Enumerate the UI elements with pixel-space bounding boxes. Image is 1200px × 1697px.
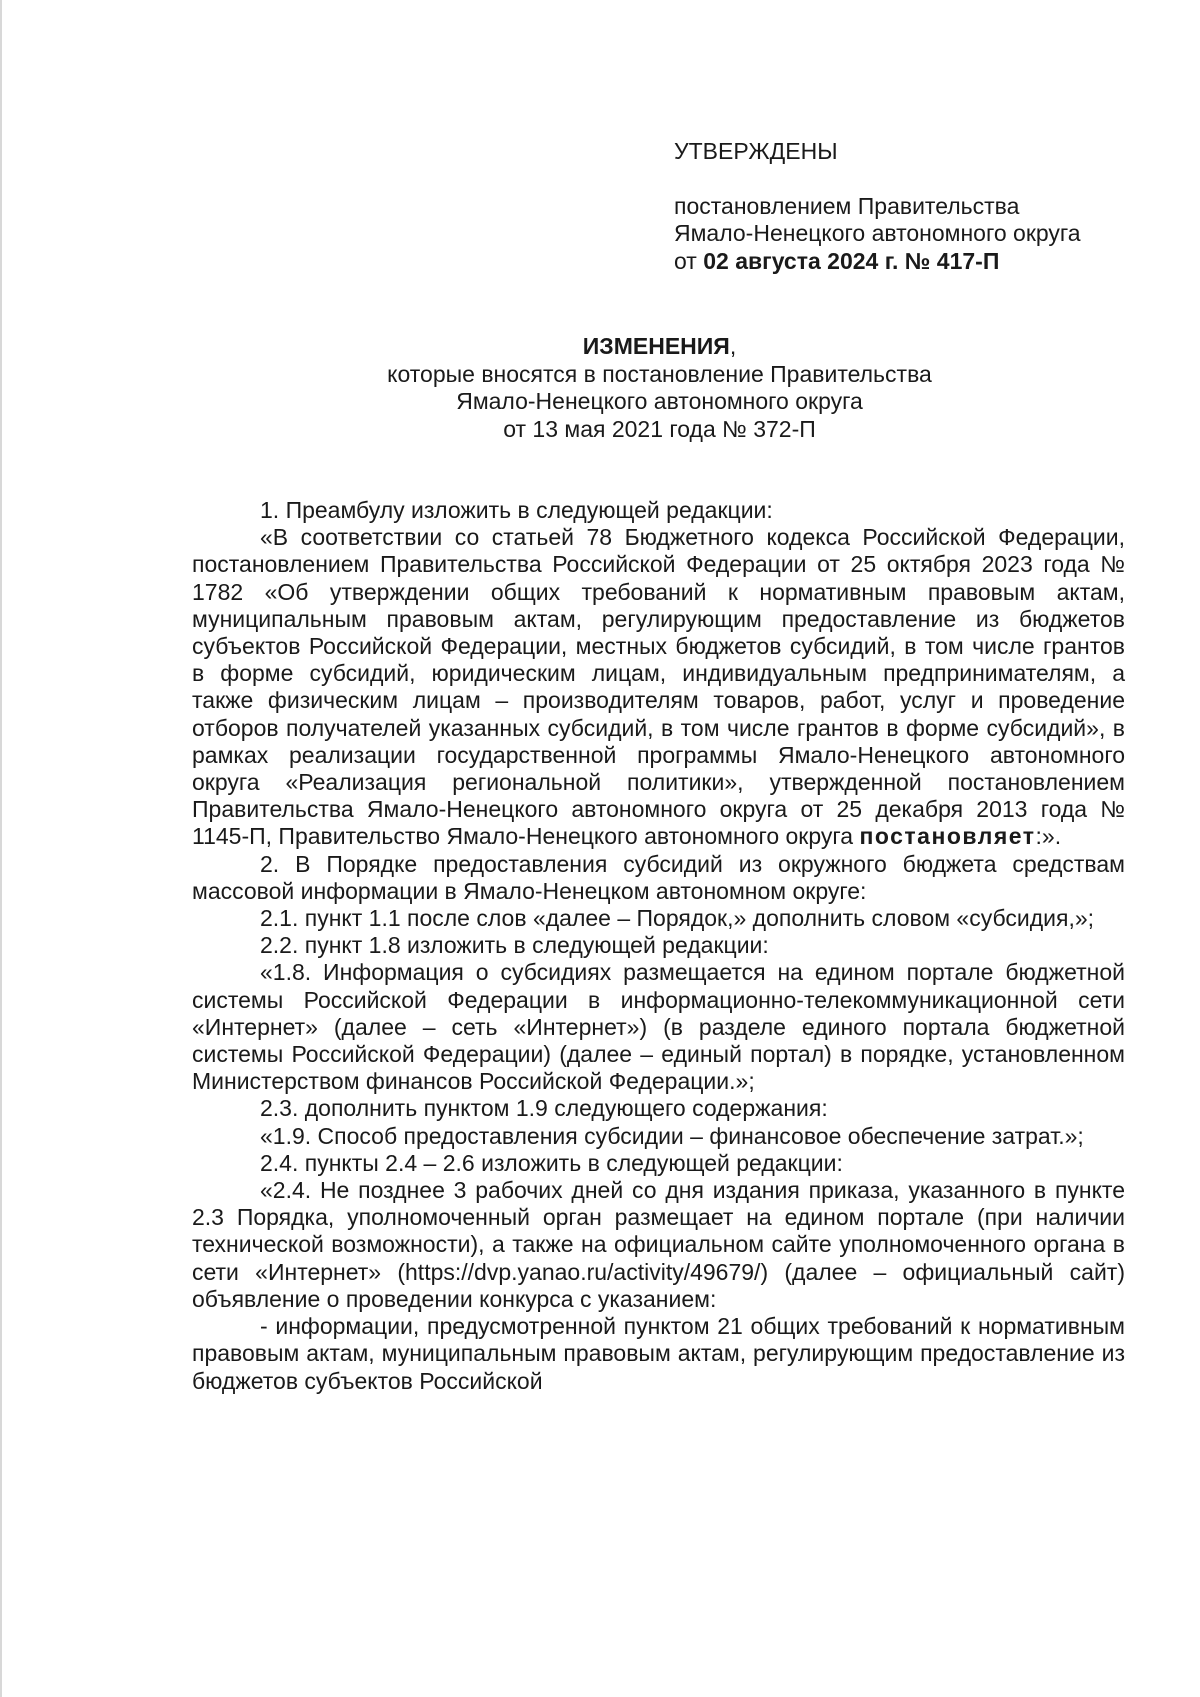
document-body (192, 497, 1125, 1395)
paragraph-7: 2.3. дополнить пунктом 1.9 следующего содержания: (260, 1095, 828, 1122)
document-title-block (192, 333, 1127, 443)
document-subtitle-line-1: которые вносятся в постановление Правительства (387, 360, 932, 387)
paragraph-11: - информации, предусмотренной пунктом 21 общих требований к нормативным правовым актам, муниципальным правовым актам, регулирующим предоставление из бюджетов субъектов Российской (192, 1313, 1125, 1394)
paragraph-4: 2.1. пункт 1.1 после слов «далее – Порядок,» дополнить словом «субсидия,»; (260, 905, 1095, 932)
paragraph-3: 2. В Порядке предоставления субсидий из окружного бюджета средствам массовой информации в Ямало-Ненецком автономном округе: (192, 850, 1125, 904)
paragraph-1: 1. Преамбулу изложить в следующей редакции: (260, 497, 773, 523)
paragraph-2 (192, 524, 1125, 850)
approval-date-number: 02 августа 2024 г. № 417-П (703, 247, 1000, 274)
paragraph-2-text: «В соответствии со статьей 78 Бюджетного кодекса Российской Федерации, постановлением Правительства Российской Федерации от 25 октября 2023 года № 1782 «Об утверждении общих требований к нормативным правовым актам, муниципальным правовым актам, регулирующим предоставление из бюджетов субъектов Российской Федерации, местных бюджетов субсидий, в том числе грантов в форме субсидий, юридическим лицам, индивидуальным предпринимателям, а также физическим лицам – производителям товаров, работ, услуг и проведение отборов получателей указанных субсидий, в том числе грантов в форме субсидий», в рамках реализации государственной программы Ямало-Ненецкого автономного округа «Реализация региональной политики», утвержденной постановлением Правительства Ямало-Ненецкого автономного округа от 25 декабря 2013 года № 1145-П, Правительство Ямало-Ненецкого автономного округа (192, 524, 1125, 850)
paragraph-10: «2.4. Не позднее 3 рабочих дней со дня издания приказа, указанного в пункте 2.3 Порядка, уполномоченный орган размещает на едином портале (при наличии технической возможности), а также на официальном сайте уполномоченного органа в сети «Интернет» (https://dvp.yanao.ru/activity/49679/) (далее – официальный сайт) объявление о проведении конкурса с указанием: (192, 1177, 1125, 1312)
paragraph-6: «1.8. Информация о субсидиях размещается на едином портале бюджетной системы Российской Федерации в информационно-телекоммуникационной сети «Интернет» (далее – сеть «Интернет») (в разделе единого портала бюджетной системы Российской Федерации) (далее – единый портал) в порядке, установленном Министерством финансов Российской Федерации.»; (192, 959, 1125, 1095)
paragraph-2-end: :». (1035, 823, 1062, 850)
document-subtitle-line-3: от 13 мая 2021 года № 372-П (503, 415, 816, 442)
paragraph-5: 2.2. пункт 1.8 изложить в следующей редакции: (260, 932, 769, 959)
approval-block (674, 138, 1174, 275)
paragraph-9: 2.4. пункты 2.4 – 2.6 изложить в следующей редакции: (260, 1149, 843, 1176)
document-title (192, 333, 1127, 361)
approval-line-3 (674, 248, 1174, 276)
approval-heading: УТВЕРЖДЕНЫ (674, 138, 838, 164)
paragraph-2-bold: постановляет (859, 823, 1036, 850)
document-title-comma: , (729, 333, 737, 359)
paragraph-8: «1.9. Способ предоставления субсидии – финансовое обеспечение затрат.»; (260, 1122, 1084, 1149)
approval-date-prefix: от (674, 247, 704, 274)
document-subtitle-line-2: Ямало-Ненецкого автономного округа (456, 388, 863, 414)
approval-line-1: постановлением Правительства (674, 192, 1020, 219)
document-title-main: ИЗМЕНЕНИЯ (582, 333, 730, 359)
approval-line-2: Ямало-Ненецкого автономного округа (674, 220, 1081, 246)
